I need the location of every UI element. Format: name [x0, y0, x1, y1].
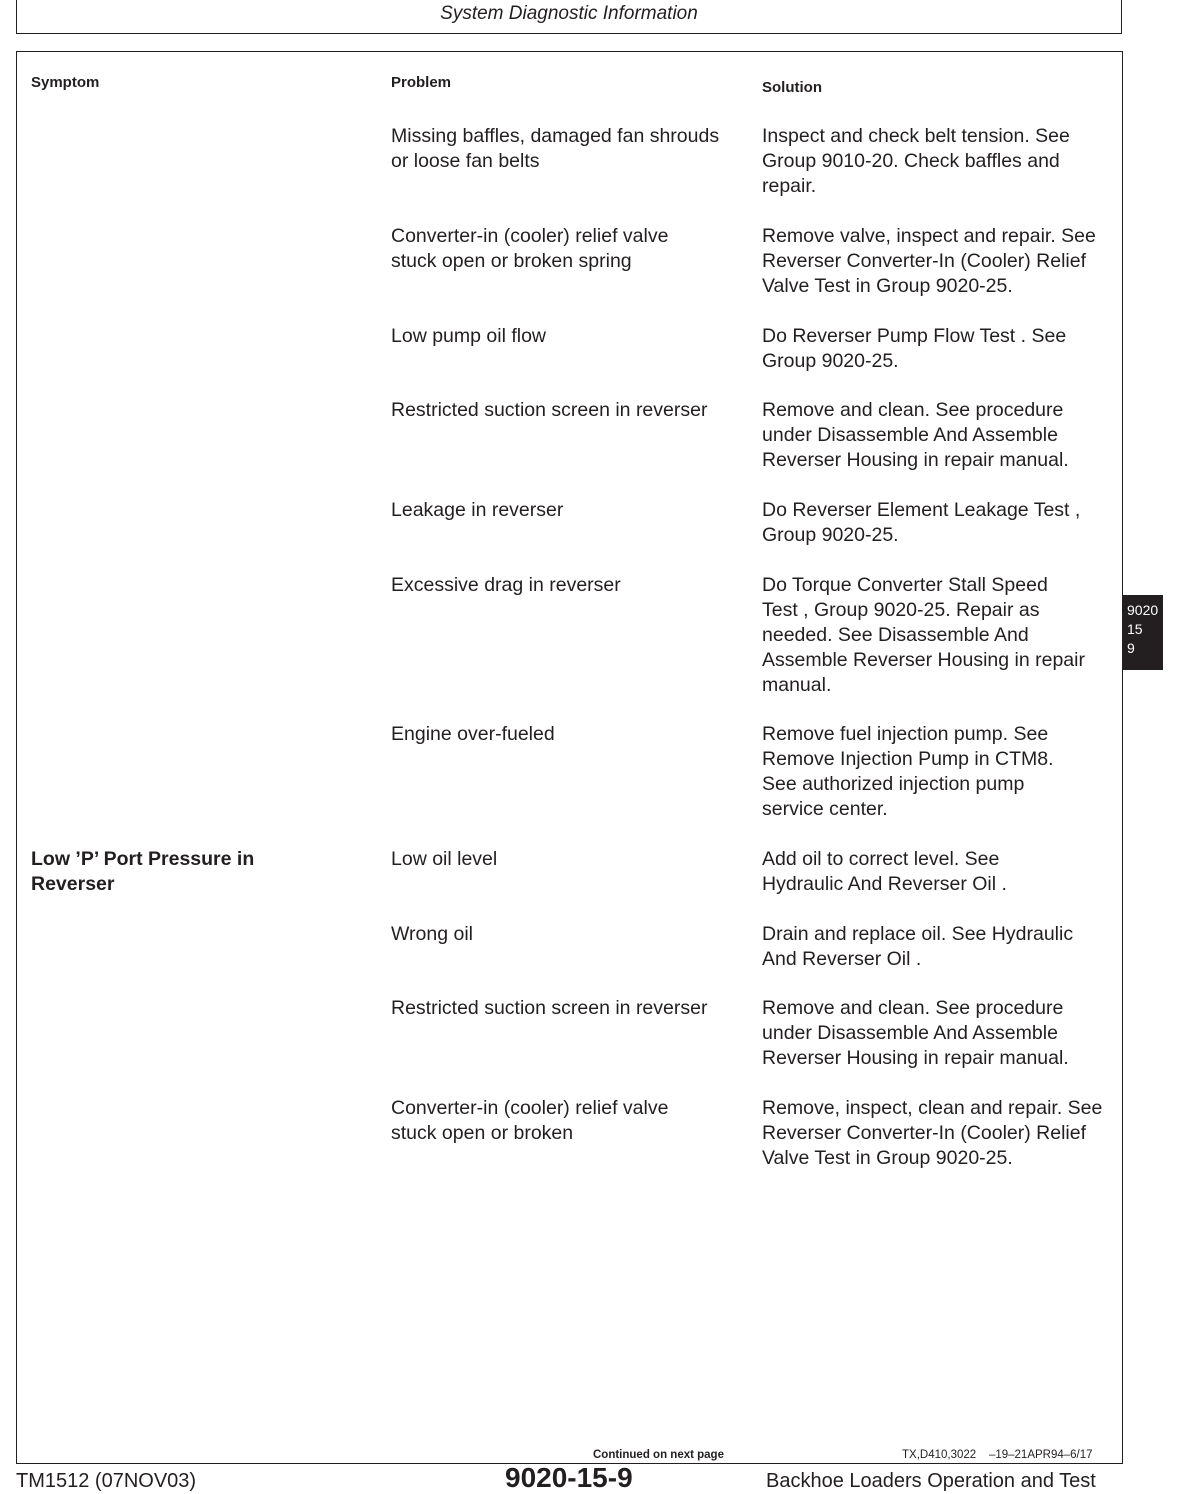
solution-cell: Drain and replace oil. See Hydraulic And Reverser Oil .	[762, 923, 1074, 970]
continued-note: Continued on next page	[593, 1449, 724, 1461]
solution-cell: Remove and clean. See procedure under Disassemble And Assemble Reverser Housing in repair manual.	[762, 399, 1069, 471]
problem-cell: Missing baffles, damaged fan shrouds or loose fan belts	[391, 125, 720, 172]
page-header	[16, 0, 1122, 34]
problem-cell: Restricted suction screen in reverser	[391, 997, 708, 1019]
solution-cell: Inspect and check belt tension. See Group 9010-20. Check baffles and repair.	[762, 125, 1070, 197]
column-header-problem: Problem	[391, 74, 452, 91]
solution-cell: Do Reverser Pump Flow Test . See Group 9020-25.	[762, 325, 1067, 372]
problem-cell: Wrong oil	[391, 923, 474, 945]
section-tab-subgroup: 15	[1127, 621, 1143, 637]
problem-cell: Leakage in reverser	[391, 499, 564, 521]
solution-cell: Remove and clean. See procedure under Disassemble And Assemble Reverser Housing in repair manual.	[762, 997, 1069, 1069]
column-header-solution: Solution	[762, 79, 822, 96]
problem-cell: Engine over-fueled	[391, 723, 555, 745]
problem-cell: Converter-in (cooler) relief valve stuck open or broken	[391, 1097, 669, 1144]
document-code: TX,D410,3022 –19–21APR94–6/17	[902, 1449, 1093, 1461]
manual-id: TM1512 (07NOV03)	[16, 1470, 197, 1492]
section-tab	[1123, 595, 1163, 670]
problem-cell: Low pump oil flow	[391, 325, 546, 347]
section-tab-page: 9	[1127, 640, 1135, 656]
solution-cell: Do Reverser Element Leakage Test , Group 9020-25.	[762, 499, 1081, 546]
problem-cell: Low oil level	[391, 848, 498, 870]
manual-title: Backhoe Loaders Operation and Test	[766, 1470, 1096, 1492]
page-number: 9020-15-9	[505, 1462, 633, 1493]
column-header-symptom: Symptom	[31, 74, 100, 91]
solution-cell: Remove fuel injection pump. See Remove Injection Pump in CTM8. See authorized injection pump service center.	[762, 723, 1054, 820]
solution-cell: Do Torque Converter Stall Speed Test , Group 9020-25. Repair as needed. See Disassemble And Assemble Reverser Housing in repair manual.	[762, 574, 1085, 696]
symptom-cell: Low ’P’ Port Pressure in Reverser	[31, 848, 255, 895]
solution-cell: Remove valve, inspect and repair. See Reverser Converter-In (Cooler) Relief Valve Test in Group 9020-25.	[762, 225, 1096, 297]
problem-cell: Excessive drag in reverser	[391, 574, 621, 596]
solution-cell: Remove, inspect, clean and repair. See Reverser Converter-In (Cooler) Relief Valve Test in Group 9020-25.	[762, 1097, 1103, 1169]
solution-cell: Add oil to correct level. See Hydraulic And Reverser Oil .	[762, 848, 1007, 895]
page-title: System Diagnostic Information	[440, 3, 698, 24]
problem-cell: Converter-in (cooler) relief valve stuck open or broken spring	[391, 225, 669, 272]
section-tab-group: 9020	[1127, 602, 1159, 618]
problem-cell: Restricted suction screen in reverser	[391, 399, 708, 421]
